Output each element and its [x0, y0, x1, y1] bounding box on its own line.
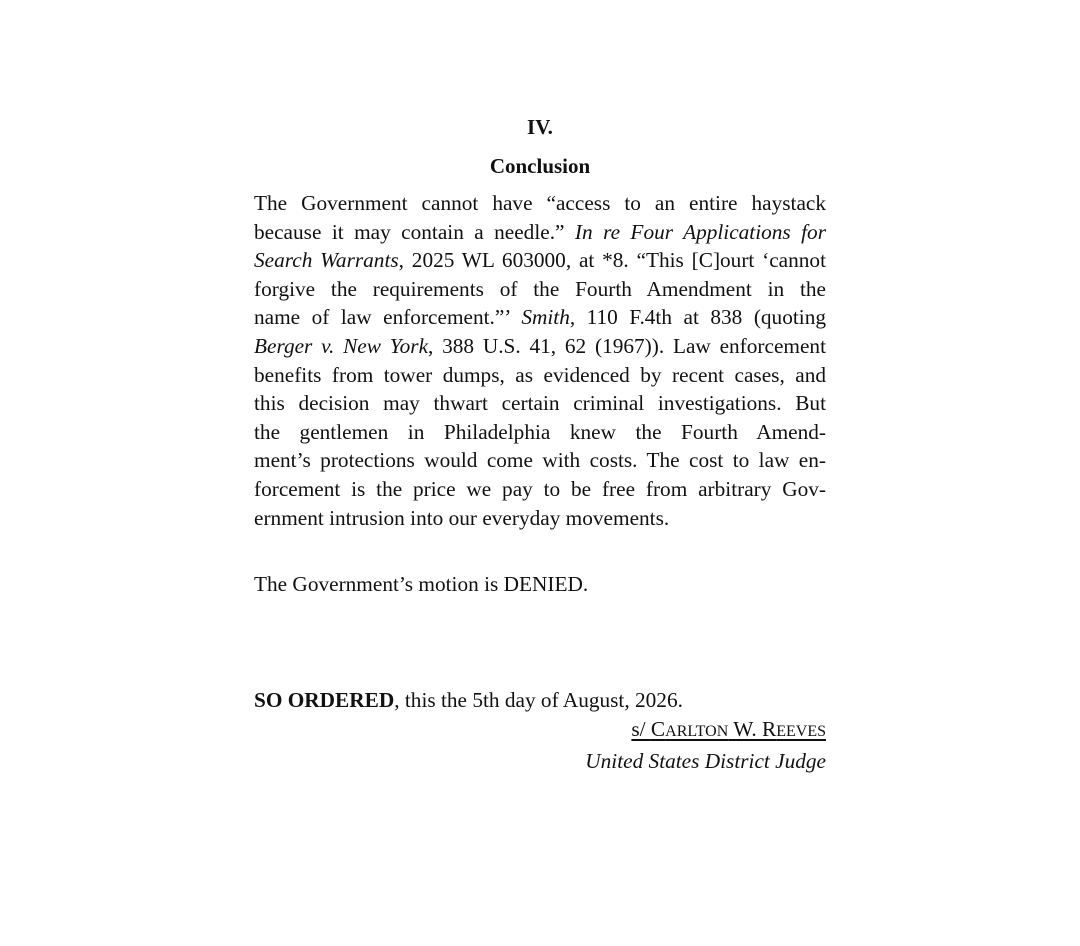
judge-signature: [631, 717, 826, 741]
signature-name-part: ARLTON: [665, 723, 729, 741]
text-run: this decision may thwart certain criminal investigations. But: [254, 391, 826, 416]
case-citation: Search Warrants: [254, 248, 399, 273]
paragraph-line: [254, 246, 826, 275]
case-citation: Smith: [521, 305, 570, 330]
paragraph-line: [254, 332, 826, 361]
text-run: because it may contain a needle.”: [254, 219, 575, 244]
text-run: ment’s protections would come with costs. The cost to law en-: [254, 448, 826, 473]
text-run: benefits from tower dumps, as evidenced by recent cases, and: [254, 362, 826, 387]
opinion-page: [254, 112, 826, 775]
paragraph-line: [254, 389, 826, 418]
judge-title: United States District Judge: [585, 748, 826, 773]
so-ordered-line: [254, 686, 826, 714]
conclusion-paragraph: [254, 189, 826, 532]
text-run: the gentlemen in Philadelphia knew the Fourth Amend-: [254, 419, 826, 444]
text-run: forgive the requirements of the Fourth Amendment in the: [254, 276, 826, 301]
section-number: IV.: [527, 115, 553, 139]
signature-name-part: EEVES: [776, 723, 826, 741]
text-run: , 110 F.4th at 838 (quoting: [569, 305, 826, 330]
paragraph-line: [254, 303, 826, 332]
paragraph-line: [254, 504, 826, 533]
paragraph-line: [254, 189, 826, 218]
case-citation: Berger v. New York: [254, 333, 429, 358]
text-run: ernment intrusion into our everyday movements.: [254, 505, 670, 530]
paragraph-line: [254, 418, 826, 447]
signature-name-part: R: [762, 717, 777, 742]
ruling-statement: The Government’s motion is DENIED.: [254, 572, 589, 597]
signature-block: [254, 715, 826, 775]
paragraph-line: [254, 475, 826, 504]
paragraph-line: [254, 275, 826, 304]
text-run: The Government cannot have “access to an entire haystack: [254, 191, 826, 215]
signature-name-part: C: [650, 717, 666, 742]
text-run: , 2025 WL 603000, at *8. “This [C]ourt ‘cannot: [398, 248, 826, 273]
paragraph-line: [254, 446, 826, 475]
signature-prefix: s/: [631, 717, 651, 742]
signature-name-part: W.: [728, 717, 762, 742]
text-run: , 388 U.S. 41, 62 (1967)). Law enforcement: [428, 333, 826, 358]
paragraph-line: [254, 361, 826, 390]
so-ordered-date: , this the 5th day of August, 2026.: [394, 688, 683, 713]
case-citation: In re Four Applications for: [574, 219, 826, 244]
signature-line: [254, 715, 826, 747]
so-ordered-label: SO ORDERED: [254, 688, 395, 713]
text-run: forcement is the price we pay to be free from arbitrary Gov-: [254, 476, 826, 501]
text-run: name of law enforcement.”’: [254, 305, 522, 330]
section-title: Conclusion: [489, 154, 591, 178]
paragraph-line: [254, 218, 826, 247]
